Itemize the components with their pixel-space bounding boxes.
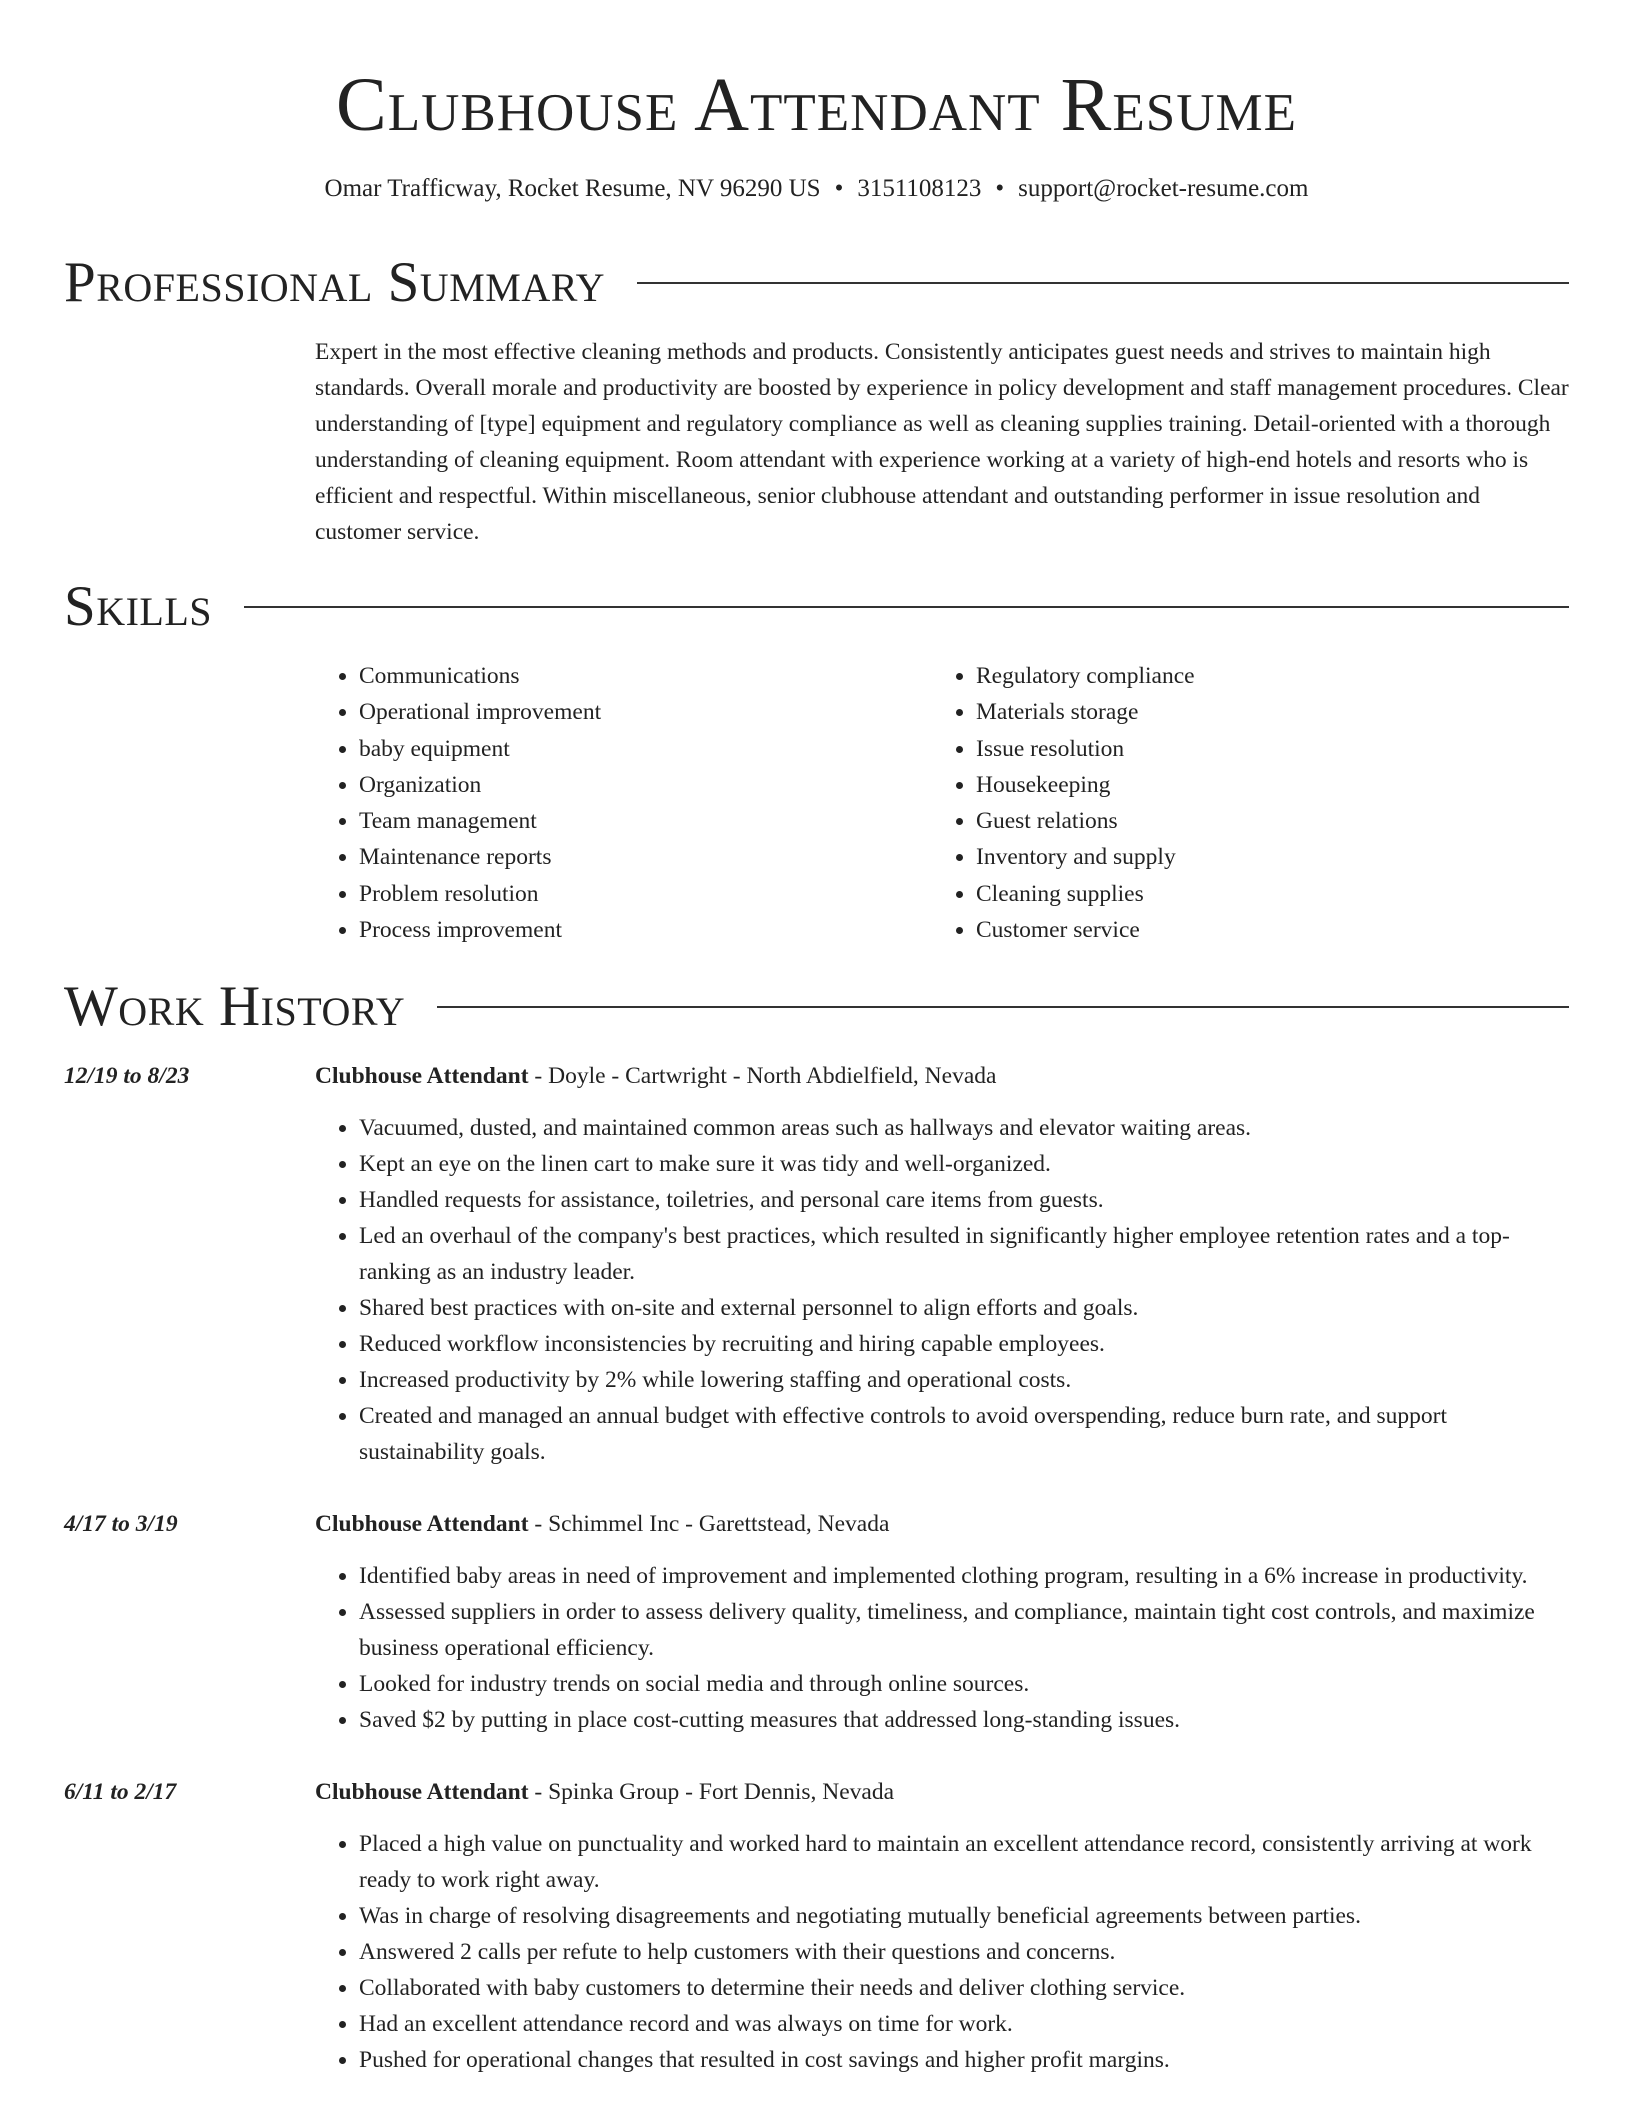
job-employer-location: - Doyle - Cartwright - North Abdielfield, Nevada	[528, 1063, 997, 1090]
contact-separator: •	[995, 175, 1005, 202]
job-bullet: • Led an overhaul of the company's best practices, which resulted in significantly higher employee retention rates and a top-ranking as an industry leader.	[359, 1218, 1569, 1290]
job-bullets	[315, 1558, 1569, 1738]
skills-column-left	[315, 658, 932, 948]
job-dates: 6/11 to 2/17	[64, 1779, 177, 1806]
summary-text: Expert in the most effective cleaning methods and products. Consistently anticipates guest needs and strives to maintain high standards. Overall morale and productivity are boosted by experience in policy development and staff management procedures. Clear understanding of [type] equipment and regulatory compliance as well as cleaning supplies training. Detail-oriented with a thorough understanding of cleaning equipment. Room attendant with experience working at a variety of high-end hotels and resorts who is efficient and respectful. Within miscellaneous, senior clubhouse attendant and outstanding performer in issue resolution and customer service.	[315, 339, 1569, 545]
section-header-summary	[64, 250, 1569, 316]
skills-column-right	[932, 658, 1549, 948]
job-title: Clubhouse Attendant	[315, 1063, 529, 1090]
contact-address: Omar Trafficway, Rocket Resume, NV 96290 US	[324, 175, 821, 202]
job-employer-location: - Spinka Group - Fort Dennis, Nevada	[528, 1779, 895, 1806]
job-headline	[315, 1058, 1569, 1094]
job-body	[315, 1506, 1569, 1738]
skill-item: • Cleaning supplies	[976, 876, 1549, 912]
section-header-skills	[64, 574, 1569, 640]
skill-item: • Problem resolution	[359, 876, 932, 912]
job-bullet: • Vacuumed, dusted, and maintained common areas such as hallways and elevator waiting areas.	[359, 1110, 1569, 1146]
job-bullet: • Assessed suppliers in order to assess delivery quality, timeliness, and compliance, maintain tight cost controls, and maximize business operational efficiency.	[359, 1594, 1569, 1666]
contact-email: support@rocket-resume.com	[1018, 175, 1309, 202]
job-bullets	[315, 1826, 1569, 2078]
job-bullet: • Handled requests for assistance, toiletries, and personal care items from guests.	[359, 1182, 1569, 1218]
job-bullet: • Identified baby areas in need of improvement and implemented clothing program, resulting in a 6% increase in productivity.	[359, 1558, 1569, 1594]
section-divider	[437, 1006, 1569, 1008]
job-entry	[64, 1506, 1569, 1738]
job-bullet: • Answered 2 calls per refute to help customers with their questions and concerns.	[359, 1934, 1569, 1970]
section-title-work: Work History	[64, 975, 406, 1039]
job-headline	[315, 1774, 1569, 1810]
section-header-work	[64, 974, 1569, 1040]
page-title: Clubhouse Attendant Resume	[336, 63, 1297, 147]
contact-phone: 3151108123	[857, 175, 982, 202]
job-bullet: • Had an excellent attendance record and was always on time for work.	[359, 2006, 1569, 2042]
job-employer-location: - Schimmel Inc - Garettstead, Nevada	[528, 1511, 890, 1538]
job-entry	[64, 1058, 1569, 1470]
job-bullet: • Placed a high value on punctuality and worked hard to maintain an excellent attendance record, consistently arriving at work ready to work right away.	[359, 1826, 1569, 1898]
job-bullet: • Looked for industry trends on social media and through online sources.	[359, 1666, 1569, 1702]
skill-item: • Guest relations	[976, 803, 1549, 839]
skill-item: • Materials storage	[976, 694, 1549, 730]
skill-item: • Organization	[359, 767, 932, 803]
job-dates: 4/17 to 3/19	[64, 1511, 178, 1538]
job-dates: 12/19 to 8/23	[64, 1063, 190, 1090]
work-history-list	[64, 1058, 1569, 2078]
job-title: Clubhouse Attendant	[315, 1779, 529, 1806]
skill-item: • baby equipment	[359, 731, 932, 767]
job-entry	[64, 1774, 1569, 2078]
job-body	[315, 1774, 1569, 2078]
skill-item: • Team management	[359, 803, 932, 839]
skill-item: • Operational improvement	[359, 694, 932, 730]
job-headline	[315, 1506, 1569, 1542]
job-bullet: • Kept an eye on the linen cart to make sure it was tidy and well-organized.	[359, 1146, 1569, 1182]
contact-separator: •	[834, 175, 844, 202]
skill-item: • Issue resolution	[976, 731, 1549, 767]
section-divider	[637, 282, 1569, 284]
job-bullet: • Pushed for operational changes that resulted in cost savings and higher profit margins.	[359, 2042, 1569, 2078]
skill-item: • Regulatory compliance	[976, 658, 1549, 694]
resume-page	[64, 0, 1569, 2078]
section-title-skills: Skills	[64, 575, 213, 638]
skills-list	[315, 658, 1569, 948]
job-bullets	[315, 1110, 1569, 1470]
skill-item: • Maintenance reports	[359, 839, 932, 875]
job-bullet: • Collaborated with baby customers to determine their needs and deliver clothing service.	[359, 1970, 1569, 2006]
job-bullet: • Reduced workflow inconsistencies by recruiting and hiring capable employees.	[359, 1326, 1569, 1362]
skill-item: • Process improvement	[359, 912, 932, 948]
job-title: Clubhouse Attendant	[315, 1511, 529, 1538]
contact-line	[64, 172, 1569, 206]
job-bullet: • Shared best practices with on-site and external personnel to align efforts and goals.	[359, 1290, 1569, 1326]
section-title-summary: Professional Summary	[64, 251, 606, 314]
skill-item: • Customer service	[976, 912, 1549, 948]
job-bullet: • Was in charge of resolving disagreements and negotiating mutually beneficial agreements between parties.	[359, 1898, 1569, 1934]
skill-item: • Housekeeping	[976, 767, 1549, 803]
job-body	[315, 1058, 1569, 1470]
job-bullet: • Created and managed an annual budget with effective controls to avoid overspending, reduce burn rate, and support sustainability goals.	[359, 1398, 1569, 1470]
skill-item: • Communications	[359, 658, 932, 694]
section-divider	[244, 606, 1569, 608]
job-bullet: • Increased productivity by 2% while lowering staffing and operational costs.	[359, 1362, 1569, 1398]
job-bullet: • Saved $2 by putting in place cost-cutting measures that addressed long-standing issues.	[359, 1702, 1569, 1738]
skill-item: • Inventory and supply	[976, 839, 1549, 875]
